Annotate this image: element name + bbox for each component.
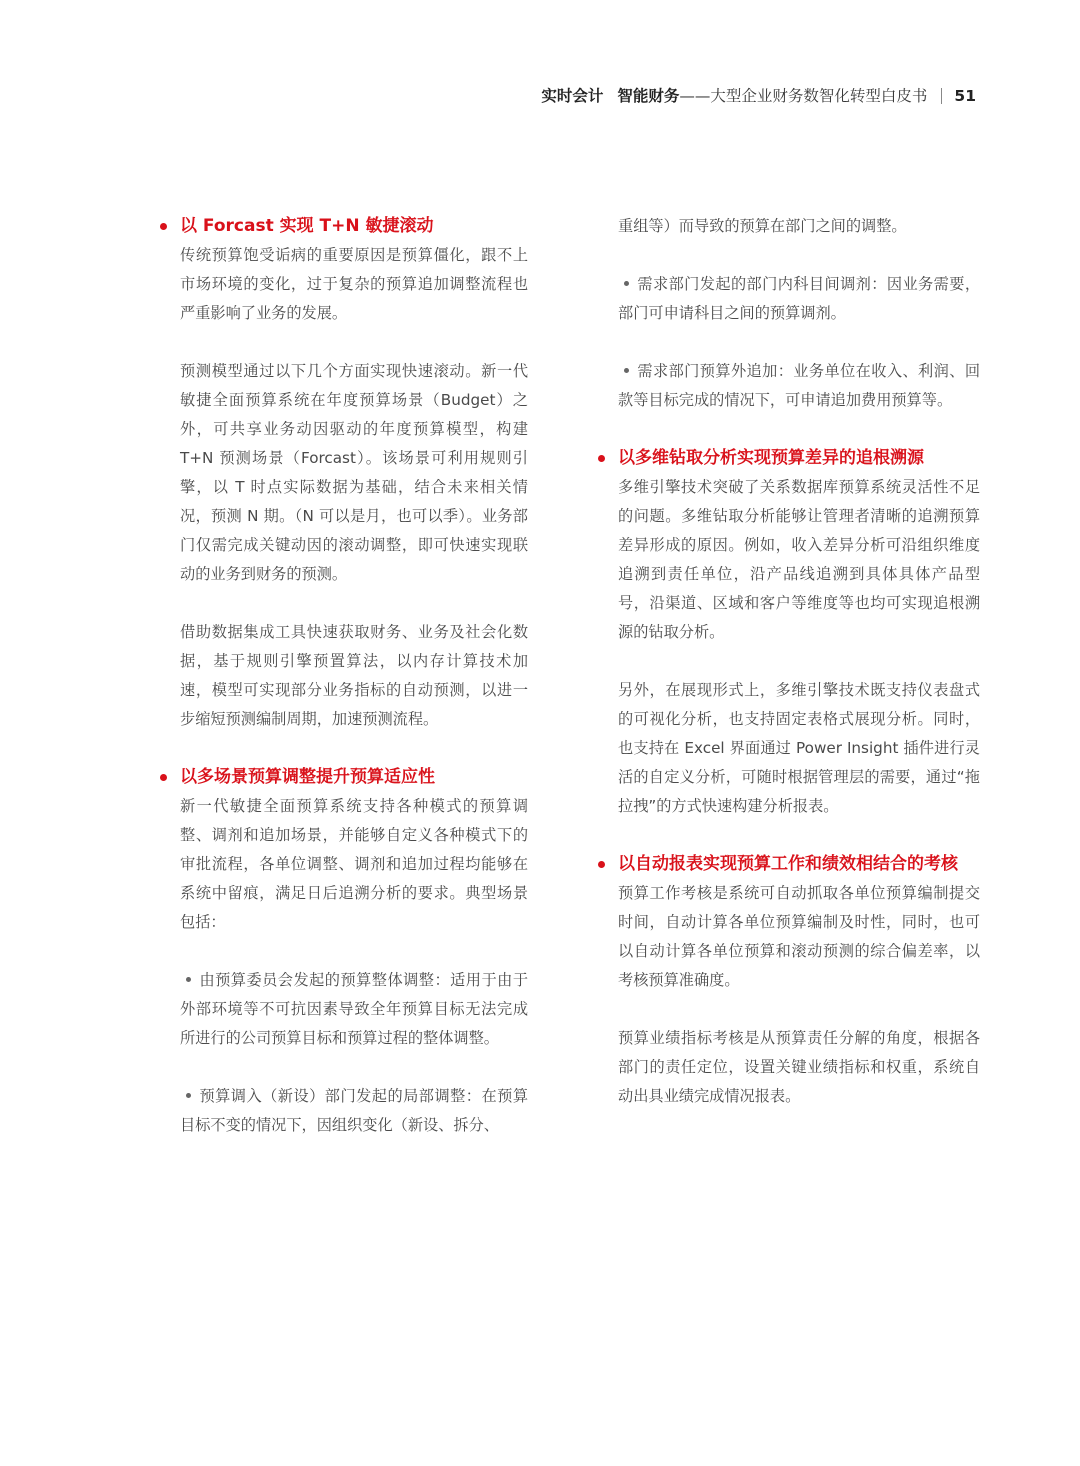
- section-drill-down: [596, 444, 980, 821]
- paragraph: 另外，在展现形式上，多维引擎技术既支持仪表盘式的可视化分析，也支持固定表格式展现分析。同时，也支持在 Excel 界面通过 Power Insight 插件进行灵活的自定义分析，可随时根据管理层的需要，通过“拖拉拽”的方式快速构建分析报表。: [618, 681, 980, 815]
- right-column: [596, 212, 980, 1111]
- header-title-realtime-accounting: 实时会计: [541, 87, 604, 105]
- paragraph: 新一代敏捷全面预算系统支持各种模式的预算调整、调剂和追加场景，并能够自定义各种模式下的审批流程，各单位调整、调剂和追加过程均能够在系统中留痕，满足日后追溯分析的要求。典型场景包括：: [180, 797, 528, 931]
- list-item: 预算调入（新设）部门发起的局部调整：在预算目标不变的情况下，因组织变化（新设、拆分、: [180, 1087, 528, 1134]
- small-bullet-icon: [624, 281, 629, 286]
- section-heading: [158, 763, 528, 792]
- section-auto-report: [596, 850, 980, 1111]
- header-divider: [941, 88, 942, 104]
- paragraph: 借助数据集成工具快速获取财务、业务及社会化数据，基于规则引擎预置算法，以内存计算技术加速，模型可实现部分业务指标的自动预测，以进一步缩短预测编制周期，加速预测流程。: [180, 623, 528, 728]
- small-bullet-icon: [186, 977, 191, 982]
- bullet-icon: [160, 774, 167, 781]
- list-item: 需求部门预算外追加：业务单位在收入、利润、回款等目标完成的情况下，可申请追加费用预算等。: [618, 362, 980, 409]
- paragraph: 多维引擎技术突破了关系数据库预算系统灵活性不足的问题。多维钻取分析能够让管理者清晰的追溯预算差异形成的原因。例如，收入差异分析可沿组织维度追溯到责任单位，沿产品线追溯到具体具体产品型号，沿渠道、区域和客户等维度等也均可实现追根溯源的钻取分析。: [618, 478, 980, 641]
- bullet-icon: [598, 861, 605, 868]
- section-heading-text: 以多维钻取分析实现预算差异的追根溯源: [618, 448, 924, 468]
- section-heading: [158, 212, 528, 241]
- small-bullet-icon: [624, 368, 629, 373]
- section-heading: [596, 850, 980, 879]
- small-bullet-icon: [186, 1093, 191, 1098]
- section-heading-text: 以 Forcast 实现 T+N 敏捷滚动: [180, 216, 434, 236]
- section-heading-text: 以自动报表实现预算工作和绩效相结合的考核: [618, 854, 958, 874]
- header-title-smart-finance: 智能财务: [617, 87, 680, 105]
- page-header: [541, 84, 976, 108]
- page-number: 51: [954, 87, 976, 105]
- paragraph: 预算业绩指标考核是从预算责任分解的角度，根据各部门的责任定位，设置关键业绩指标和权重，系统自动出具业绩完成情况报表。: [618, 1029, 980, 1105]
- section-multi-scenario: [158, 763, 528, 1140]
- paragraph: 传统预算饱受诟病的重要原因是预算僵化，跟不上市场环境的变化，过于复杂的预算追加调整流程也严重影响了业务的发展。: [180, 246, 528, 322]
- section-heading: [596, 444, 980, 473]
- list-item: 由预算委员会发起的预算整体调整：适用于由于外部环境等不可抗因素导致全年预算目标无法完成所进行的公司预算目标和预算过程的整体调整。: [180, 971, 528, 1047]
- bullet-icon: [160, 223, 167, 230]
- section-forcast: [158, 212, 528, 734]
- paragraph: 预测模型通过以下几个方面实现快速滚动。新一代敏捷全面预算系统在年度预算场景（Budget）之外，可共享业务动因驱动的年度预算模型，构建 T+N 预测场景（Forcast）。该场景可利用规则引擎，以 T 时点实际数据为基础，结合未来相关情况，预测 N 期。（N 可以是月，也可以季）。业务部门仅需完成关键动因的滚动调整，即可快速实现联动的业务到财务的预测。: [180, 362, 528, 583]
- header-subtitle: ——大型企业财务数智化转型白皮书: [679, 87, 928, 105]
- paragraph: 预算工作考核是系统可自动抓取各单位预算编制提交时间，自动计算各单位预算编制及时性，同时，也可以自动计算各单位预算和滚动预测的综合偏差率，以考核预算准确度。: [618, 884, 980, 989]
- list-item: 需求部门发起的部门内科目间调剂：因业务需要，部门可申请科目之间的预算调剂。: [618, 275, 980, 322]
- bullet-icon: [598, 455, 605, 462]
- section-heading-text: 以多场景预算调整提升预算适应性: [180, 767, 435, 787]
- left-column: [158, 212, 528, 1140]
- paragraph-continuation: 重组等）而导致的预算在部门之间的调整。: [618, 217, 907, 235]
